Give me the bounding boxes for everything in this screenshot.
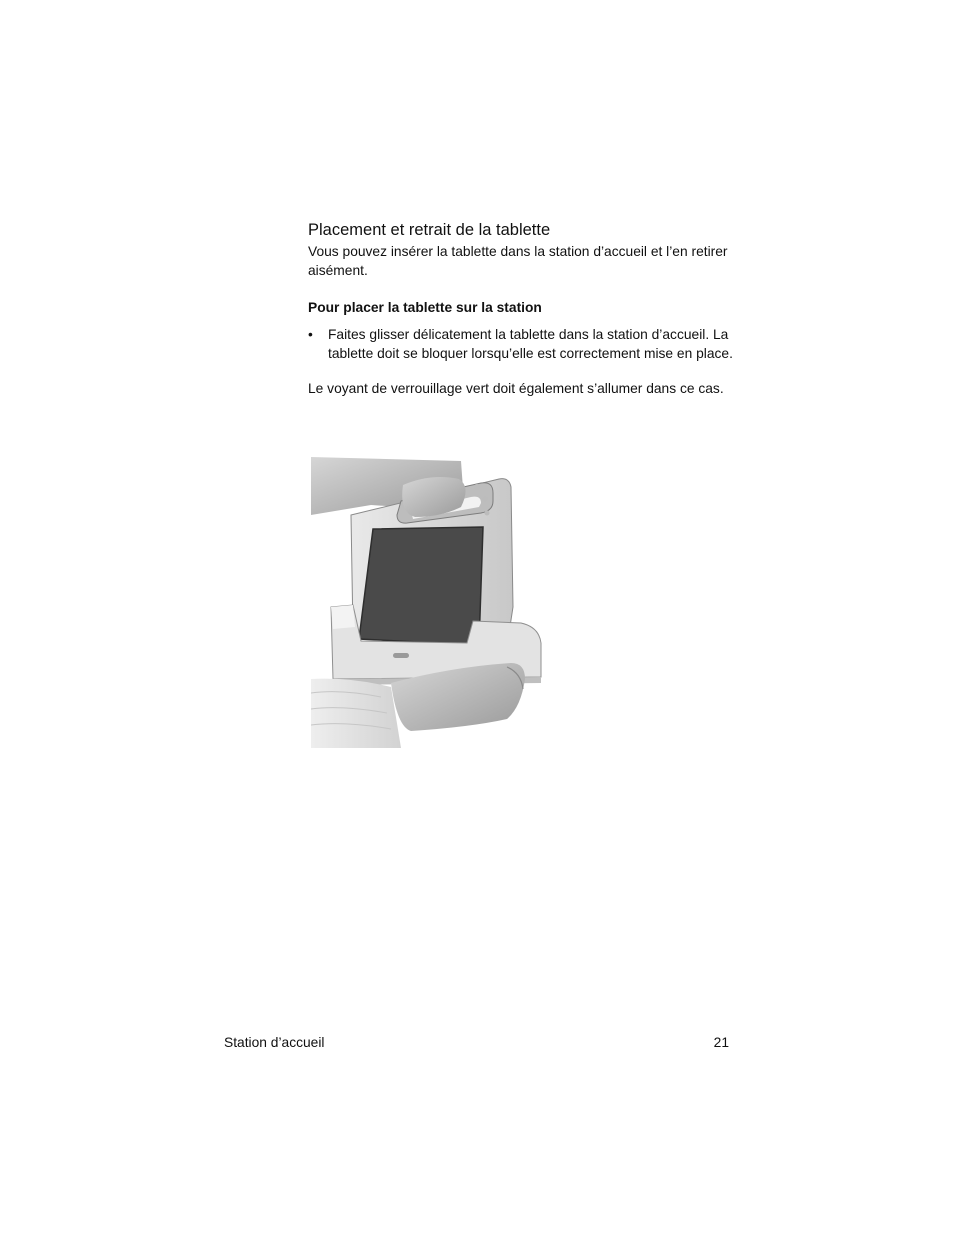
note-paragraph: Le voyant de verrouillage vert doit également s’allumer dans ce cas. xyxy=(308,381,724,396)
docking-photo xyxy=(311,457,551,748)
footer-chapter: Station d’accueil xyxy=(224,1035,325,1050)
tablet-docking-illustration xyxy=(311,457,551,748)
procedure-steps xyxy=(308,325,733,363)
list-item xyxy=(308,325,733,363)
step-text: Faites glisser délicatement la tablette dans la station d’accueil. La tablette doit se bloquer lorsqu’elle est correctement mise en place. xyxy=(328,327,733,361)
intro-paragraph: Vous pouvez insérer la tablette dans la station d’accueil et l’en retirer aisément. xyxy=(308,244,728,278)
procedure-title: Pour placer la tablette sur la station xyxy=(308,300,542,315)
section-title: Placement et retrait de la tablette xyxy=(308,221,551,239)
bullet-icon: • xyxy=(308,327,313,342)
main-content xyxy=(308,219,733,398)
footer-page-number: 21 xyxy=(713,1035,729,1050)
